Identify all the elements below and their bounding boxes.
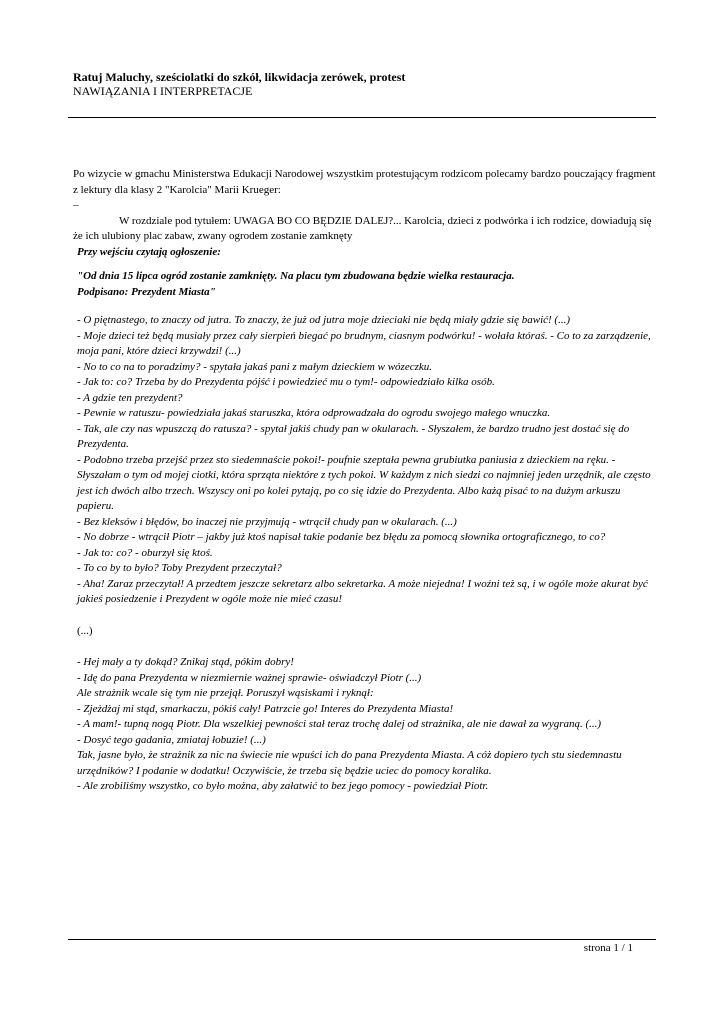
dialogue-line: - Hej mały a ty dokąd? Znikaj stąd, pókim dobry!: [77, 656, 294, 668]
notice-quote: [73, 269, 658, 300]
dialogue-line: - Podobno trzeba przejść przez sto siedemnaście pokoi!- poufnie szeptała pewna grubiutka paniusia z dzieckiem na ręku. - Słyszałam o tym od mojej ciotki, która sprząta niektóre z tych pokoi. W każdym z nich siedzi co najmniej jeden urzędnik, ale często jest ich dwóch albo trzech. Wszyscy oni po kolei pytają, po co się idzie do Prezydenta. Albo każą pisać to na dużym arkuszu papieru.: [77, 453, 651, 512]
notice-line: "Od dnia 15 lipca ogród zostanie zamknięty. Na placu tym zbudowana będzie wielka restauracja.: [77, 270, 515, 282]
chapter-paragraph: W rozdziale pod tytułem: UWAGA BO CO BĘDZIE DALEJ?... Karolcia, dzieci z podwórka i ich rodzice, dowiadują się że ich ulubiony plac zabaw, zwany ogrodem zostanie zamknęty: [73, 214, 652, 242]
article-body: [73, 167, 658, 795]
dialogue-line: - O piętnastego, to znaczy od jutra. To znaczy, że już od jutra moje dzieciaki nie będą miały gdzie się bawić! (...): [77, 314, 571, 326]
dialogue-line: - Aha! Zaraz przeczytał! A przedtem jeszcze sekretarz albo sekretarka. A może niejedna! I woźni też są, i w ogóle może akurat być jakieś posiedzenie i Prezydent w ogóle może nie mieć czasu!: [77, 577, 648, 605]
header-divider: [68, 117, 656, 118]
dialogue-line: - Dosyć tego gadania, zmiataj łobuzie! (...): [77, 733, 266, 746]
document-header: [73, 70, 663, 98]
dialogue-line: - To co by to było? Toby Prezydent przeczytał?: [77, 562, 282, 574]
dialogue-line: - No dobrze - wtrącił Piotr – jakby już ktoś napisał takie podanie bez błędu za pomocą słownika ortograficznego, to co?: [77, 531, 606, 543]
dialogue-section-1: [73, 313, 658, 608]
dialogue-line: - No to co na to poradzimy? - spytała jakaś pani z małym dzieckiem w wózeczku.: [77, 360, 433, 373]
dialogue-line: - A gdzie ten prezydent?: [77, 391, 183, 404]
intro-dash: –: [73, 199, 79, 211]
dialogue-line: - A mam!- tupną nogą Piotr. Dla wszelkiej pewności stał teraz trochę dalej od strażnika, ale nie dawał za wygraną. (...): [77, 718, 602, 730]
dialogue-section-2: [73, 655, 658, 795]
dialogue-line: - Bez kleksów i błędów, bo inaczej nie przyjmują - wtrącił chudy pan w okularach. (...): [77, 515, 457, 528]
footer-divider: [68, 939, 656, 940]
page-title: Ratuj Maluchy, sześciolatki do szkół, likwidacja zerówek, protest: [73, 70, 406, 84]
dialogue-line: Ale strażnik wcale się tym nie przejął. Poruszył wąsiskami i ryknął:: [77, 687, 374, 699]
dialogue-line: - Zjeżdżaj mi stąd, smarkaczu, pókiś cały! Patrzcie go! Interes do Prezydenta Miasta!: [77, 702, 454, 715]
page-category: NAWIĄZANIA I INTERPRETACJE: [73, 84, 253, 98]
dialogue-line: Tak, jasne było, że strażnik za nic na świecie nie wpuści ich do pana Prezydenta Miasta. A cóż dopiero tych stu siedemnastu urzędników? I podanie w dodatku! Oczywiście, że trzeba się będzie uciec do pomocy koralika.: [77, 749, 622, 777]
dialogue-line: - Idę do pana Prezydenta w niezmiernie ważnej sprawie- oświadczył Piotr (...): [77, 671, 422, 684]
dialogue-line: - Jak to: co? Trzeba by do Prezydenta pójść i powiedzieć mu o tym!- odpowiedziało kilka osób.: [77, 376, 495, 388]
dialogue-line: - Jak to: co? - oburzył się ktoś.: [77, 546, 213, 559]
page-number: strona 1 / 1: [583, 942, 633, 954]
dialogue-line: - Moje dzieci też będą musiały przez cały sierpień biegać po brudnym, ciasnym podwórku! - wołała któraś. - Co to za zarządzenie, moja pani, które dzieci krzywdzi! (...): [77, 329, 651, 357]
intro-paragraph: Po wizycie w gmachu Ministerstwa Edukacji Narodowej wszystkim protestującym rodzicom polecamy bardzo pouczający fragment z lektury dla klasy 2 "Karolcia" Marii Krueger:: [73, 168, 656, 196]
notice-intro: Przy wejściu czytają ogłoszenie:: [77, 245, 221, 258]
dialogue-line: - Ale zrobiliśmy wszystko, co było można, aby załatwić to bez jego pomocy - powiedział Piotr.: [77, 780, 489, 792]
ellipsis-marker: (...): [77, 624, 93, 637]
dialogue-line: - Pewnie w ratuszu- powiedziała jakaś staruszka, która odprowadzała do ogrodu swojego małego wnuczka.: [77, 407, 551, 419]
dialogue-line: - Tak, ale czy nas wpuszczą do ratusza? - spytał jakiś chudy pan w okularach. - Słyszałem, że bardzo trudno jest dostać się do Prezydenta.: [77, 422, 630, 450]
notice-signature: Podpisano: Prezydent Miasta": [77, 285, 216, 298]
